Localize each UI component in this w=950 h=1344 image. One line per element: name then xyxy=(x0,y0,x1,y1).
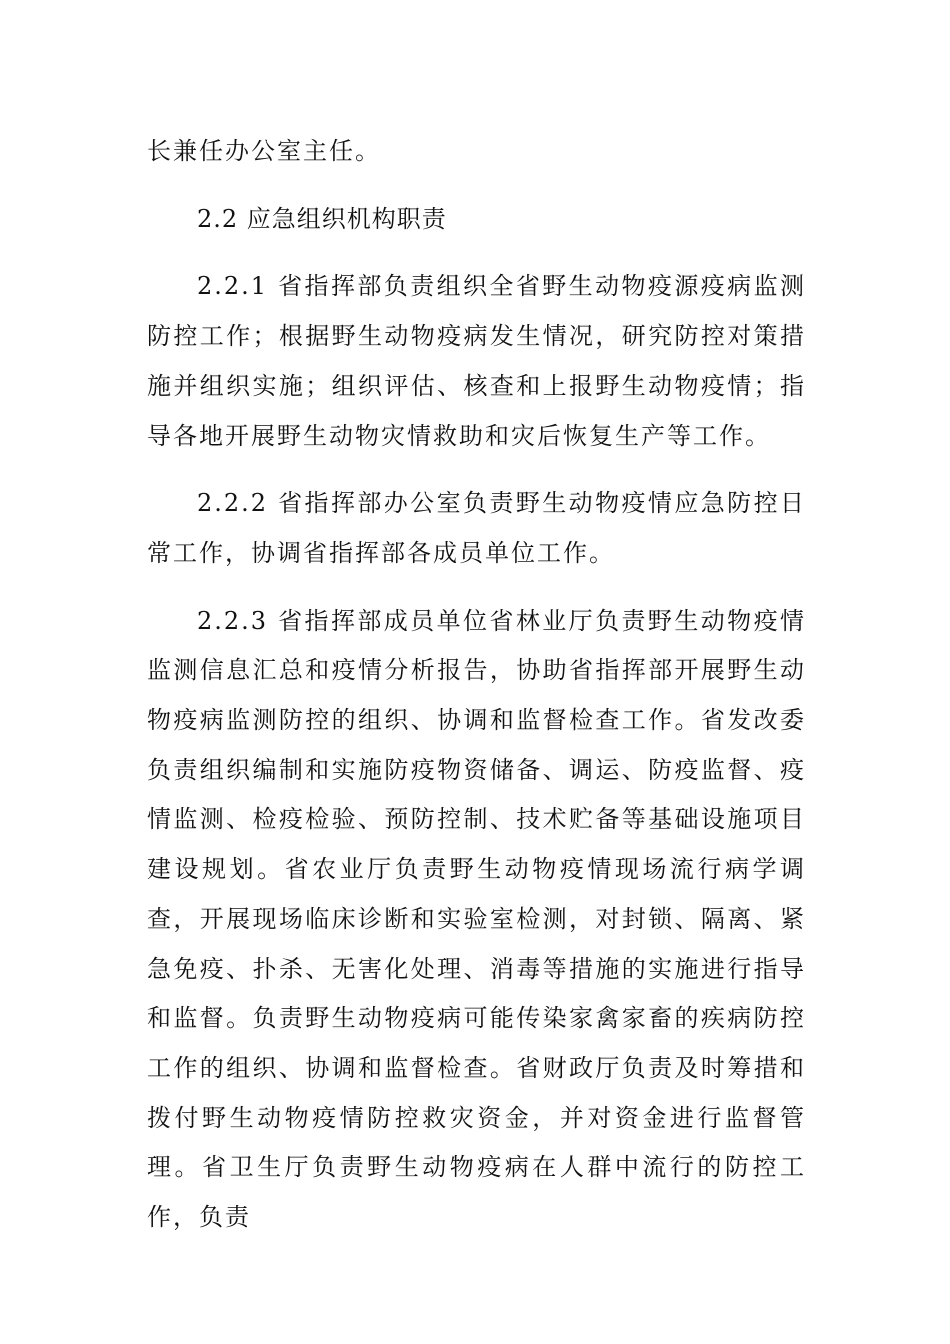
paragraph-2-2-1: 2.2.1 省指挥部负责组织全省野生动物疫源疫病监测防控工作；根据野生动物疫病发生情况，研究防控对策措施并组织实施；组织评估、核查和上报野生动物疫情；指导各地开展野生动物灾情救助和灾后恢复生产等工作。 xyxy=(147,272,806,450)
paragraph-continuation: 长兼任办公室主任。 xyxy=(147,137,381,165)
document-body xyxy=(147,127,806,1243)
paragraph-2-2-3: 2.2.3 省指挥部成员单位省林业厅负责野生动物疫情监测信息汇总和疫情分析报告，协助省指挥部开展野生动物疫病监测防控的组织、协调和监督检查工作。省发改委负责组织编制和实施防疫物资储备、调运、防疫监督、疫情监测、检疫检验、预防控制、技术贮备等基础设施项目建设规划。省农业厅负责野生动物疫情现场流行病学调查，开展现场临床诊断和实验室检测，对封锁、隔离、紧急免疫、扑杀、无害化处理、消毒等措施的实施进行指导和监督。负责野生动物疫病可能传染家禽家畜的疾病防控工作的组织、协调和监督检查。省财政厅负责及时筹措和拨付野生动物疫情防控救灾资金，并对资金进行监督管理。省卫生厅负责野生动物疫病在人群中流行的防控工作，负责 xyxy=(147,606,806,1232)
paragraph-2-2-2: 2.2.2 省指挥部办公室负责野生动物疫情应急防控日常工作，协调省指挥部各成员单位工作。 xyxy=(147,489,806,567)
section-heading: 2.2 应急组织机构职责 xyxy=(197,204,447,233)
